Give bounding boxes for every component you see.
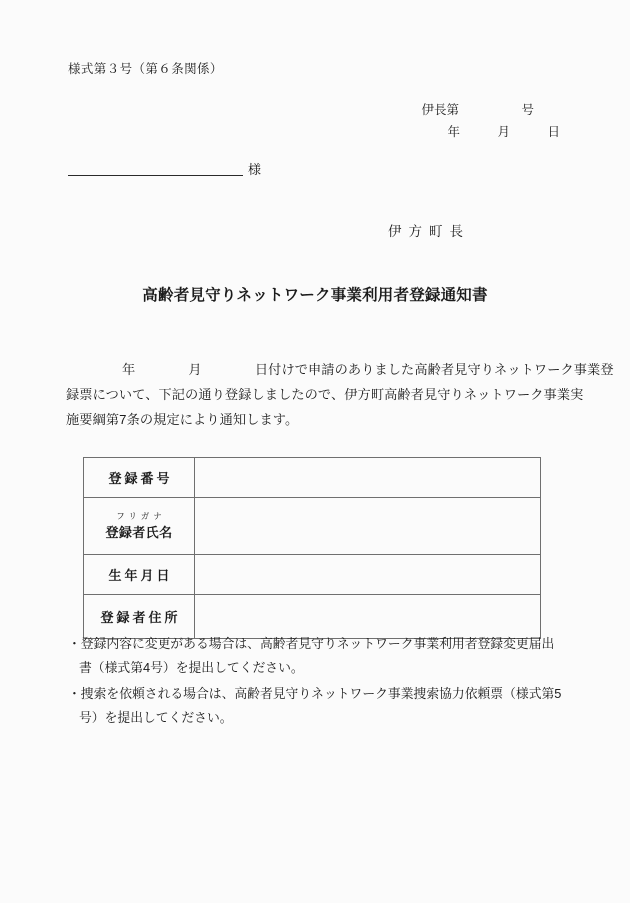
table-row — [84, 458, 541, 498]
addressee-blank-line[interactable] — [68, 158, 243, 176]
footnote-2-line-2: 号）を提出してください。 — [79, 710, 233, 725]
issuer-name: 伊方町長 — [388, 224, 470, 239]
table-row — [84, 555, 541, 595]
body-paragraph — [66, 357, 614, 432]
footnotes — [68, 632, 568, 732]
footnote-1-line-1: ・登録内容に変更がある場合は、高齢者見守りネットワーク事業利用者登録変更届出 — [68, 636, 555, 651]
document-date: 年 月 日 — [447, 125, 560, 139]
document-number: 伊長第 号 — [421, 103, 534, 117]
value-registrant-name[interactable] — [195, 498, 541, 555]
label-birth-date: 生年月日 — [84, 555, 195, 595]
value-registration-number[interactable] — [195, 458, 541, 498]
document-meta-block — [417, 99, 560, 143]
addressee-suffix: 様 — [248, 162, 262, 177]
registration-table — [83, 457, 541, 639]
body-line-3: 施要綱第7条の規定により通知します。 — [66, 412, 299, 427]
table-row — [84, 498, 541, 555]
body-line-2: 録票について、下記の通り登録しましたので、伊方町高齢者見守りネットワーク事業実 — [66, 387, 584, 402]
page-title: 高齢者見守りネットワーク事業利用者登録通知書 — [142, 287, 488, 304]
furigana-label: フリガナ — [116, 511, 166, 521]
form-number: 様式第３号（第６条関係） — [68, 62, 223, 76]
footnote-1-line-2: 書（様式第4号）を提出してください。 — [79, 660, 304, 675]
body-line-1: 年 月 日付けで申請のありました高齢者見守りネットワーク事業登 — [122, 362, 614, 377]
label-registration-number: 登録番号 — [84, 458, 195, 498]
footnote-item — [68, 632, 568, 680]
label-registrant-name — [84, 498, 195, 555]
registrant-name-label: 登録者氏名 — [105, 525, 173, 540]
label-registrant-address: 登録者住所 — [84, 595, 195, 639]
footnote-item — [68, 682, 568, 730]
value-birth-date[interactable] — [195, 555, 541, 595]
addressee — [68, 158, 261, 176]
footnote-2-line-1: ・捜索を依頼される場合は、高齢者見守りネットワーク事業捜索協力依頼票（様式第5 — [68, 686, 562, 701]
